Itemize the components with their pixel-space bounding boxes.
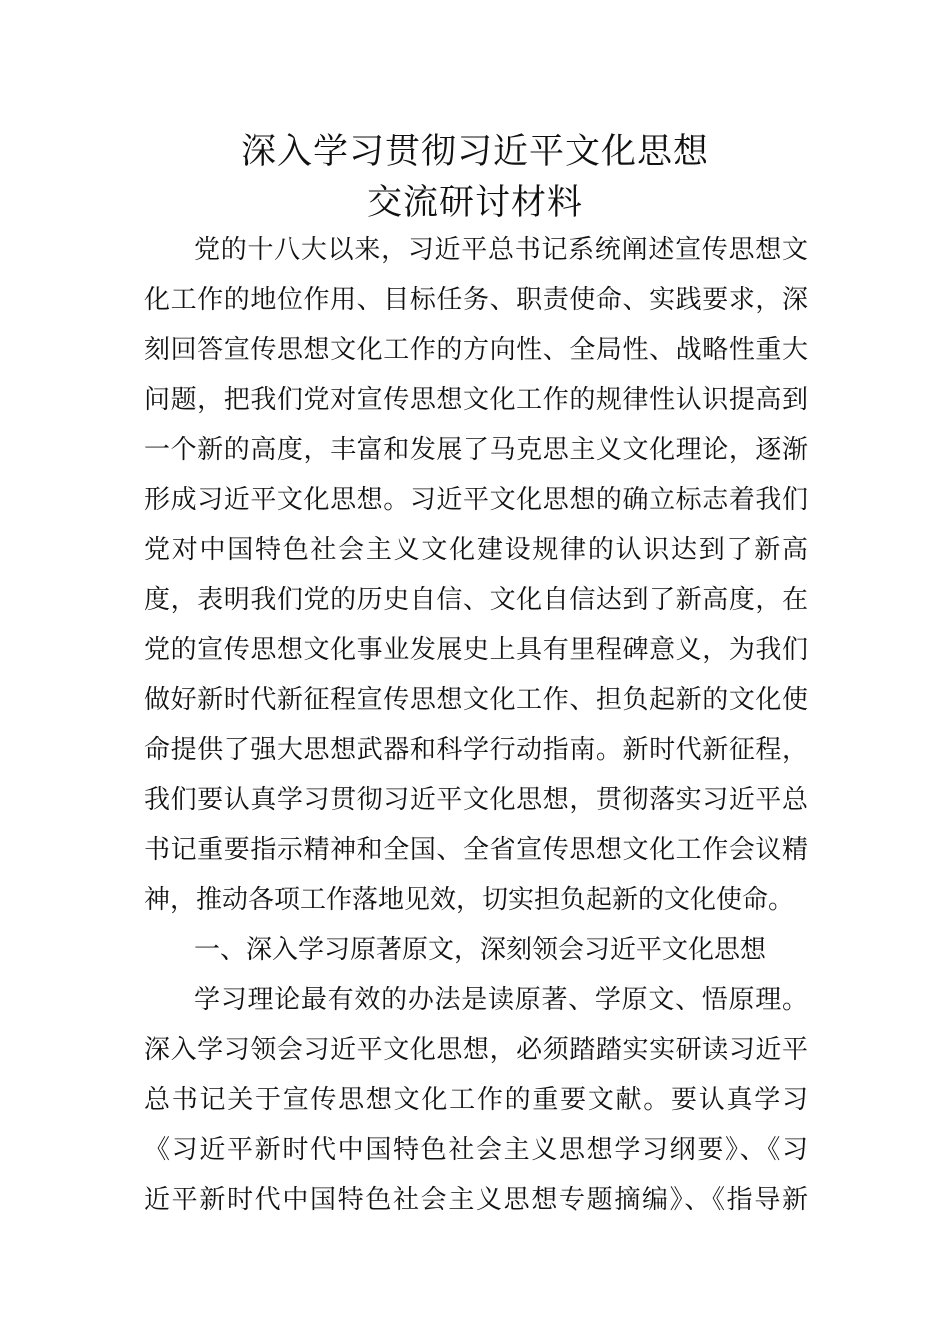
paragraph-line: 刻回答宣传思想文化工作的方向性、全局性、战略性重大 xyxy=(144,335,808,365)
paragraph-line: 总书记关于宣传思想文化工作的重要文献。要认真学习 xyxy=(144,1085,808,1115)
paragraph-line: 形成习近平文化思想。习近平文化思想的确立标志着我们 xyxy=(144,485,808,515)
paragraph-line: 学习理论最有效的办法是读原著、学原文、悟原理。 xyxy=(194,985,808,1015)
paragraph-line: 党的十八大以来，习近平总书记系统阐述宣传思想文 xyxy=(194,235,808,265)
paragraph-line: 党对中国特色社会主义文化建设规律的认识达到了新高 xyxy=(144,535,808,565)
paragraph-line: 《习近平新时代中国特色社会主义思想学习纲要》、《习 xyxy=(144,1135,808,1165)
document-title-line-2: 交流研讨材料 xyxy=(366,183,583,223)
paragraph-line: 神，推动各项工作落地见效，切实担负起新的文化使命。 xyxy=(144,885,795,915)
paragraph-line: 做好新时代新征程宣传思想文化工作、担负起新的文化使 xyxy=(144,685,808,715)
section-heading: 一、深入学习原著原文，深刻领会习近平文化思想 xyxy=(194,935,767,965)
document-title-line-1: 深入学习贯彻习近平文化思想 xyxy=(240,132,709,172)
paragraph-line: 深入学习领会习近平文化思想，必须踏踏实实研读习近平 xyxy=(144,1035,808,1065)
paragraph-line: 命提供了强大思想武器和科学行动指南。新时代新征程， xyxy=(144,735,808,765)
paragraph-line: 书记重要指示精神和全国、全省宣传思想文化工作会议精 xyxy=(144,835,808,865)
paragraph-line: 近平新时代中国特色社会主义思想专题摘编》、《指导新 xyxy=(144,1185,808,1215)
paragraph-line: 党的宣传思想文化事业发展史上具有里程碑意义，为我们 xyxy=(144,635,808,665)
paragraph-line: 问题，把我们党对宣传思想文化工作的规律性认识提高到 xyxy=(144,385,808,415)
paragraph-line: 一个新的高度，丰富和发展了马克思主义文化理论，逐渐 xyxy=(144,435,808,465)
paragraph-line: 我们要认真学习贯彻习近平文化思想，贯彻落实习近平总 xyxy=(144,785,808,815)
paragraph-line: 化工作的地位作用、目标任务、职责使命、实践要求，深 xyxy=(144,285,808,315)
paragraph-line: 度，表明我们党的历史自信、文化自信达到了新高度，在 xyxy=(144,585,808,615)
